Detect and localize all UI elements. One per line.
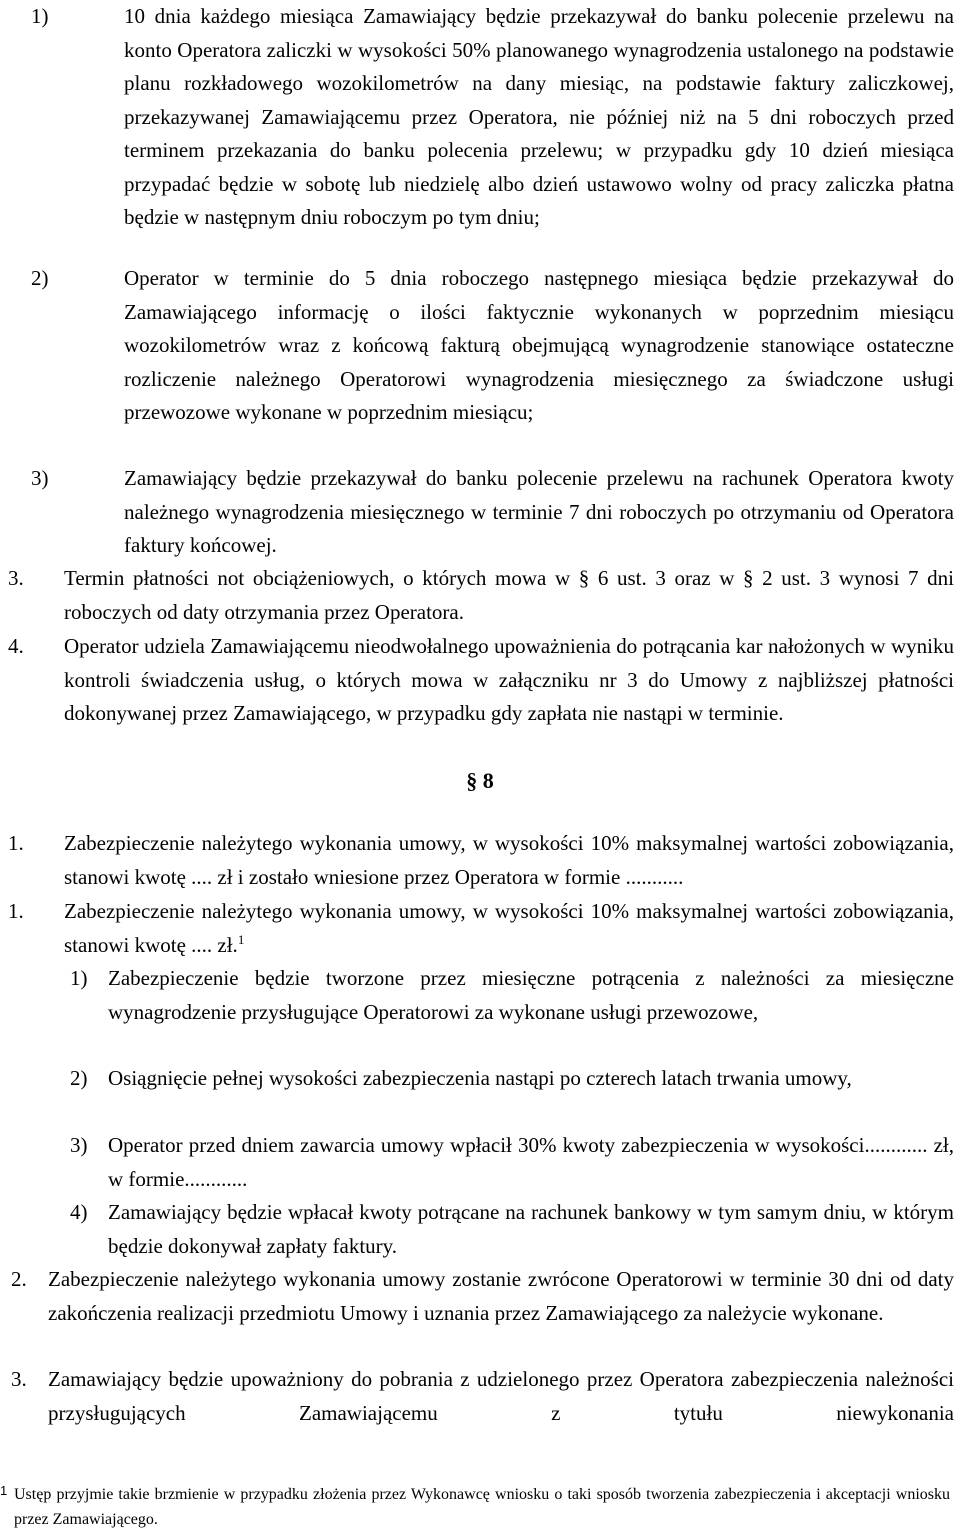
paragraph-marker: 2. — [11, 1267, 27, 1291]
list-marker: 3) — [70, 1133, 88, 1157]
list-item-text: Zabezpieczenie będzie tworzone przez miesięczne potrącenia z należności za miesięczne wynagrodzenie przysługujące Operatorowi za wykonane usługi przewozowe, — [108, 966, 954, 1024]
paragraph-marker: 3. — [11, 1367, 27, 1391]
list-item-text: Zamawiający będzie przekazywał do banku polecenie przelewu na rachunek Operatora kwoty należnego wynagrodzenia miesięcznego w terminie 7 dni roboczych po otrzymaniu od Operatora faktury końcowej. — [124, 466, 954, 557]
paragraph-marker: 1. — [8, 899, 24, 923]
numbered-paragraph — [0, 1263, 960, 1364]
list-item — [0, 962, 960, 1063]
list-item-text: Zamawiający będzie wpłacał kwoty potrącane na rachunek bankowy w tym samym dniu, w którym będzie dokonywał zapłaty faktury. — [108, 1200, 954, 1258]
section-heading: § 8 — [466, 768, 494, 793]
list-marker: 1) — [31, 4, 49, 28]
paragraph-text — [64, 895, 954, 962]
list-item — [0, 1062, 960, 1130]
list-marker: 2) — [70, 1066, 88, 1090]
footnote-ref: 1 — [237, 931, 245, 947]
numbered-paragraph — [0, 827, 960, 895]
list-item-text: 10 dnia każdego miesiąca Zamawiający będzie przekazywał do banku polecenie przelewu na konto Operatora zaliczki w wysokości 50% planowanego wynagrodzenia ustalonego na podstawie planu rozkładowego wozokilometrów na dany miesiąc, na podstawie faktury zaliczkowej, przekazywanej Zamawiającemu przez Operatora, nie później niż na 5 dni roboczych przed terminem przekazania do banku polecenia przelewu; w przypadku gdy 10 dzień miesiąca przypadać będzie w sobotę lub niedzielę albo dzień ustawowo wolny od pracy zaliczka płatna będzie w następnym dniu roboczym po tym dniu; — [124, 4, 954, 229]
list-item — [0, 1129, 960, 1197]
numbered-paragraph — [0, 1363, 960, 1431]
list-marker: 4) — [70, 1200, 88, 1224]
paragraph-marker: 1. — [8, 831, 24, 855]
paragraph-marker: 3. — [8, 566, 24, 590]
paragraph-text: Zamawiający będzie upoważniony do pobrania z udzielonego przez Operatora zabezpieczenia należności przysługujących Zamawiającemu z tytułu niewykonania — [48, 1367, 954, 1425]
footnote-text: Ustęp przyjmie takie brzmienie w przypadku złożenia przez Wykonawcę wniosku o taki sposób tworzenia zabezpieczenia i akceptacji wniosku przez Zamawiającego. — [14, 1486, 950, 1528]
paragraph-text: Operator udziela Zamawiającemu nieodwołalnego upoważnienia do potrącania kar nałożonych w wyniku kontroli świadczenia usług, o których mowa w załączniku nr 3 do Umowy z najbliższej płatności dokonywanej przez Zamawiającego, w przypadku gdy zapłata nie nastąpi w terminie. — [64, 634, 954, 725]
list-marker: 3) — [31, 466, 49, 490]
numbered-paragraph — [0, 630, 960, 764]
list-item-text: Osiągnięcie pełnej wysokości zabezpieczenia nastąpi po czterech latach trwania umowy, — [108, 1066, 852, 1090]
list-item — [0, 262, 960, 463]
list-item — [0, 1196, 960, 1264]
list-item — [0, 462, 960, 563]
list-item-text: Operator w terminie do 5 dnia roboczego następnego miesiąca będzie przekazywał do Zamawiającego informację o ilości faktycznie wykonanych w poprzednim miesiącu wozokilometrów wraz z końcową fakturą obejmującą wynagrodzenie stanowiące ostateczne rozliczenie należnego Operatorowi wynagrodzenia miesięcznego za świadczone usługi przewozowe wykonane w poprzednim miesiącu; — [124, 266, 954, 424]
list-marker: 1) — [70, 966, 88, 990]
numbered-paragraph — [0, 562, 960, 630]
paragraph-text: Termin płatności not obciążeniowych, o których mowa w § 6 ust. 3 oraz w § 2 ust. 3 wynosi 7 dni roboczych od daty otrzymania przez Operatora. — [64, 566, 954, 624]
paragraph-marker: 4. — [8, 634, 24, 658]
numbered-paragraph — [0, 895, 960, 963]
paragraph-text: Zabezpieczenie należytego wykonania umowy zostanie zwrócone Operatorowi w terminie 30 dni od daty zakończenia realizacji przedmiotu Umowy i uznania przez Zamawiającego za należycie wykonane. — [48, 1267, 954, 1325]
list-item — [0, 0, 960, 268]
list-marker: 2) — [31, 266, 49, 290]
paragraph-text-body: Zabezpieczenie należytego wykonania umowy, w wysokości 10% maksymalnej wartości zobowiązania, stanowi kwotę .... zł. — [64, 899, 954, 957]
paragraph-text: Zabezpieczenie należytego wykonania umowy, w wysokości 10% maksymalnej wartości zobowiązania, stanowi kwotę .... zł i zostało wniesione przez Operatora w formie ........... — [64, 831, 954, 889]
footnote-number: 1 — [0, 1483, 8, 1498]
list-item-text: Operator przed dniem zawarcia umowy wpłacił 30% kwoty zabezpieczenia w wysokości............ zł, w formie............ — [108, 1133, 954, 1191]
